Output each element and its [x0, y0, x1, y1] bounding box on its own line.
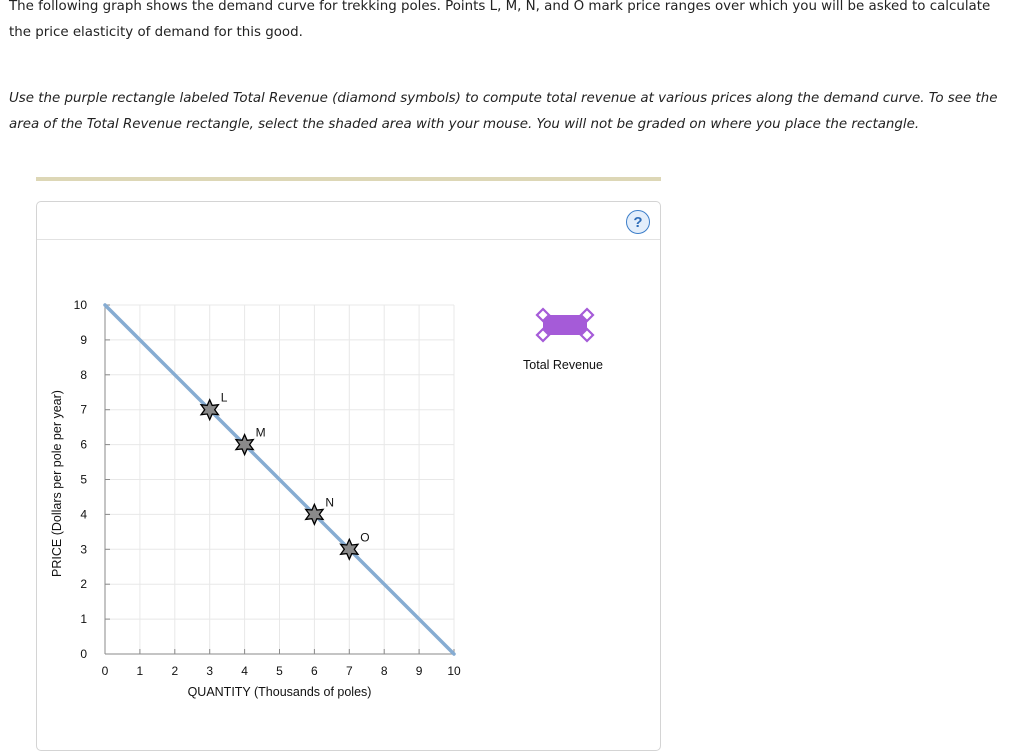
- x-tick-label: 6: [311, 664, 318, 678]
- y-axis-title: PRICE (Dollars per pole per year): [50, 390, 64, 577]
- legend-label-total-revenue: Total Revenue: [523, 358, 603, 372]
- help-button[interactable]: ?: [626, 210, 650, 234]
- y-tick-label: 2: [80, 577, 87, 592]
- x-tick-label: 2: [171, 664, 179, 678]
- y-tick-label: 8: [80, 367, 87, 382]
- total-revenue-rect[interactable]: [543, 315, 587, 335]
- x-tick-label: 5: [276, 664, 283, 678]
- demand-chart: [37, 202, 660, 750]
- question-intro: The following graph shows the demand curve for trekking poles. Points L, M, N, and O mark price ranges over which you will be asked to calculate the price elasticity of demand for this good.: [9, 0, 991, 40]
- point-label-l: L: [220, 390, 228, 405]
- y-tick-label: 3: [80, 542, 87, 557]
- x-tick-label: 8: [380, 664, 388, 678]
- point-label-m: M: [255, 425, 266, 440]
- y-tick-label: 4: [80, 507, 87, 522]
- graph-panel: [36, 201, 661, 751]
- point-label-o: O: [360, 530, 370, 545]
- x-tick-label: 9: [415, 664, 423, 678]
- y-tick-label: 0: [80, 647, 87, 661]
- x-tick-label: 10: [447, 664, 461, 678]
- divider: [36, 177, 661, 181]
- x-tick-label: 4: [241, 664, 248, 678]
- y-tick-label: 7: [80, 402, 87, 417]
- y-tick-label: 5: [80, 472, 87, 487]
- question-instructions: Use the purple rectangle labeled Total Revenue (diamond symbols) to compute total revenue at various prices along the demand curve. To see the area of the Total Revenue rectangle, select the shaded area with your mouse. You will not be graded on where you place the rectangle.: [9, 91, 998, 132]
- x-tick-label: 3: [206, 664, 214, 678]
- x-tick-label: 0: [101, 664, 109, 678]
- x-axis-title: QUANTITY (Thousands of poles): [187, 685, 372, 699]
- y-tick-label: 1: [80, 612, 87, 627]
- x-tick-label: 7: [345, 664, 353, 678]
- point-label-n: N: [325, 495, 335, 510]
- y-tick-label: 6: [80, 437, 87, 452]
- x-tick-label: 1: [136, 664, 144, 678]
- y-tick-label: 10: [73, 298, 87, 312]
- y-tick-label: 9: [80, 332, 87, 347]
